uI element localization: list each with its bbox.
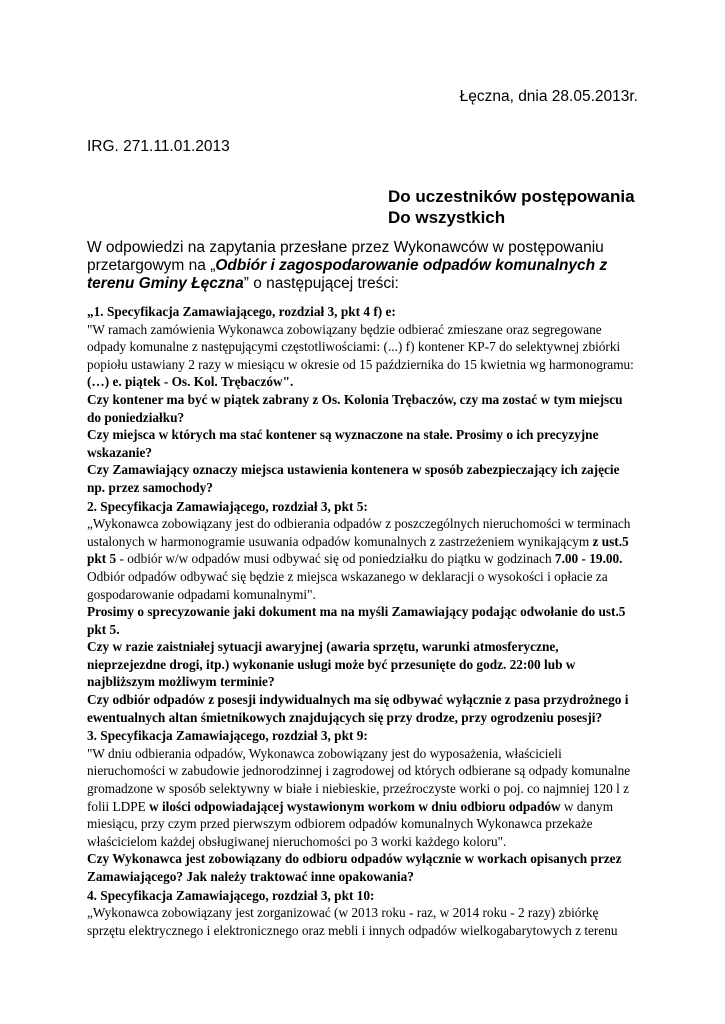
tender-title: Odbiór i zagospodarowanie odpadów komunalnych z terenu Gminy Łęczna — [87, 257, 608, 292]
intro-paragraph — [87, 239, 647, 293]
intro-text-2: ” o następującej treści: — [243, 275, 399, 292]
section-1-quote-end: (…) e. piątek - Os. Kol. Trębaczów". — [87, 374, 294, 390]
reference-number: IRG. 271.11.01.2013 — [87, 138, 230, 155]
section-3-heading: 3. Specyfikacja Zamawiającego, rozdział 3, pkt 9: — [87, 728, 368, 744]
section-1-question-2: Czy miejsca w których ma stać kontener są wyznaczone na stałe. Prosimy o ich precyzyjne wskazanie? — [87, 427, 599, 460]
document-body — [87, 303, 639, 939]
section-2-question-1: Prosimy o sprecyzowanie jaki dokument ma na myśli Zamawiający podając odwołanie do ust.5 pkt 5. — [87, 604, 626, 637]
document-date: Łęczna, dnia 28.05.2013r. — [459, 88, 638, 105]
section-3-quote: "W dniu odbierania odpadów, Wykonawca zobowiązany jest do wyposażenia, właścicieli nieruchomości w zabudowie jednorodzinnej i zagrodowej od których odbierane są odpady komunalne gromadzone w sposób selektywny w białe i niebieskie, przeźroczyste worki o poj. co najmniej 120 l z folii LDPE w ilości odpowiadającej wystawionym workom w dniu odbioru odpadów w danym miesiącu, przy czym przed pierwszym odbiorem odpadów komunalnych Wykonawca przekaże właścicielom każdej obsługiwanej nieruchomości po 3 worki każdego koloru". — [87, 745, 631, 849]
section-1-quote: "W ramach zamówienia Wykonawca zobowiązany będzie odbierać zmieszane oraz segregowane odpady komunalne z następującymi częstotliwościami: (...) f) kontener KP-7 do selektywnej zbiórki popiołu ustawiany 2 razy w miesiącu w okresie od 15 października do 15 kwietnia wg harmonogramu: (…) e. piątek - Os. Kol. Trębaczów". — [87, 321, 634, 390]
section-2-quote: „Wykonawca zobowiązany jest do odbierania odpadów z poszczególnych nieruchomości w terminach ustalonych w harmonogramie usuwania odpadów komunalnych z zastrzeżeniem wynikającym z ust.5 pkt 5 - odbiór w/w odpadów musi odbywać się od poniedziałku do piątku w godzinach 7.00 - 19.00. Odbiór odpadów odbywać się będzie z miejsca wskazanego w deklaracji o wysokości i opłacie za gospodarowanie odpadami komunalnymi". — [87, 516, 631, 602]
section-1-question-1: Czy kontener ma być w piątek zabrany z Os. Kolonia Trębaczów, czy ma zostać w tym miejscu do poniedziałku? — [87, 391, 623, 425]
section-1-question-3: Czy Zamawiający oznaczy miejsca ustawienia kontenera w sposób zabezpieczający ich zajęcie np. przez samochody? — [87, 462, 620, 495]
addressee-line-1: Do uczestników postępowania — [388, 187, 635, 206]
section-4-heading: 4. Specyfikacja Zamawiającego, rozdział 3, pkt 10: — [87, 887, 375, 903]
addressee-block — [388, 186, 635, 228]
section-2-question-3: Czy odbiór odpadów z posesji indywidualnych ma się odbywać wyłącznie z pasa przydrożnego i ewentualnych altan śmietnikowych znajdujących się przy drodze, przy ogrodzeniu posesji? — [87, 692, 629, 725]
section-1-heading: „1. Specyfikacja Zamawiającego, rozdział 3, pkt 4 f) e: — [87, 304, 396, 319]
addressee-line-2: Do wszystkich — [388, 208, 506, 227]
section-3-question-1: Czy Wykonawca jest zobowiązany do odbioru odpadów wyłącznie w workach opisanych przez Zamawiającego? Jak należy traktować inne opakowania? — [87, 851, 622, 884]
section-2-question-2: Czy w razie zaistniałej sytuacji awaryjnej (awaria sprzętu, warunki atmosferyczne, nieprzejezdne drogi, itp.) wykonanie usługi może być przesunięte do godz. 22:00 lub w najbliższym możliwym terminie? — [87, 639, 576, 690]
section-4-quote: „Wykonawca zobowiązany jest zorganizować (w 2013 roku - raz, w 2014 roku - 2 razy) zbiórkę sprzętu elektrycznego i elektronicznego oraz mebli i innych odpadów wielkogabarytowych z terenu — [87, 905, 618, 938]
section-2-heading: 2. Specyfikacja Zamawiającego, rozdział 3, pkt 5: — [87, 498, 368, 514]
intro-text-1: W odpowiedzi na zapytania przesłane przez Wykonawców w postępowaniu przetargowym na „ — [87, 239, 604, 274]
